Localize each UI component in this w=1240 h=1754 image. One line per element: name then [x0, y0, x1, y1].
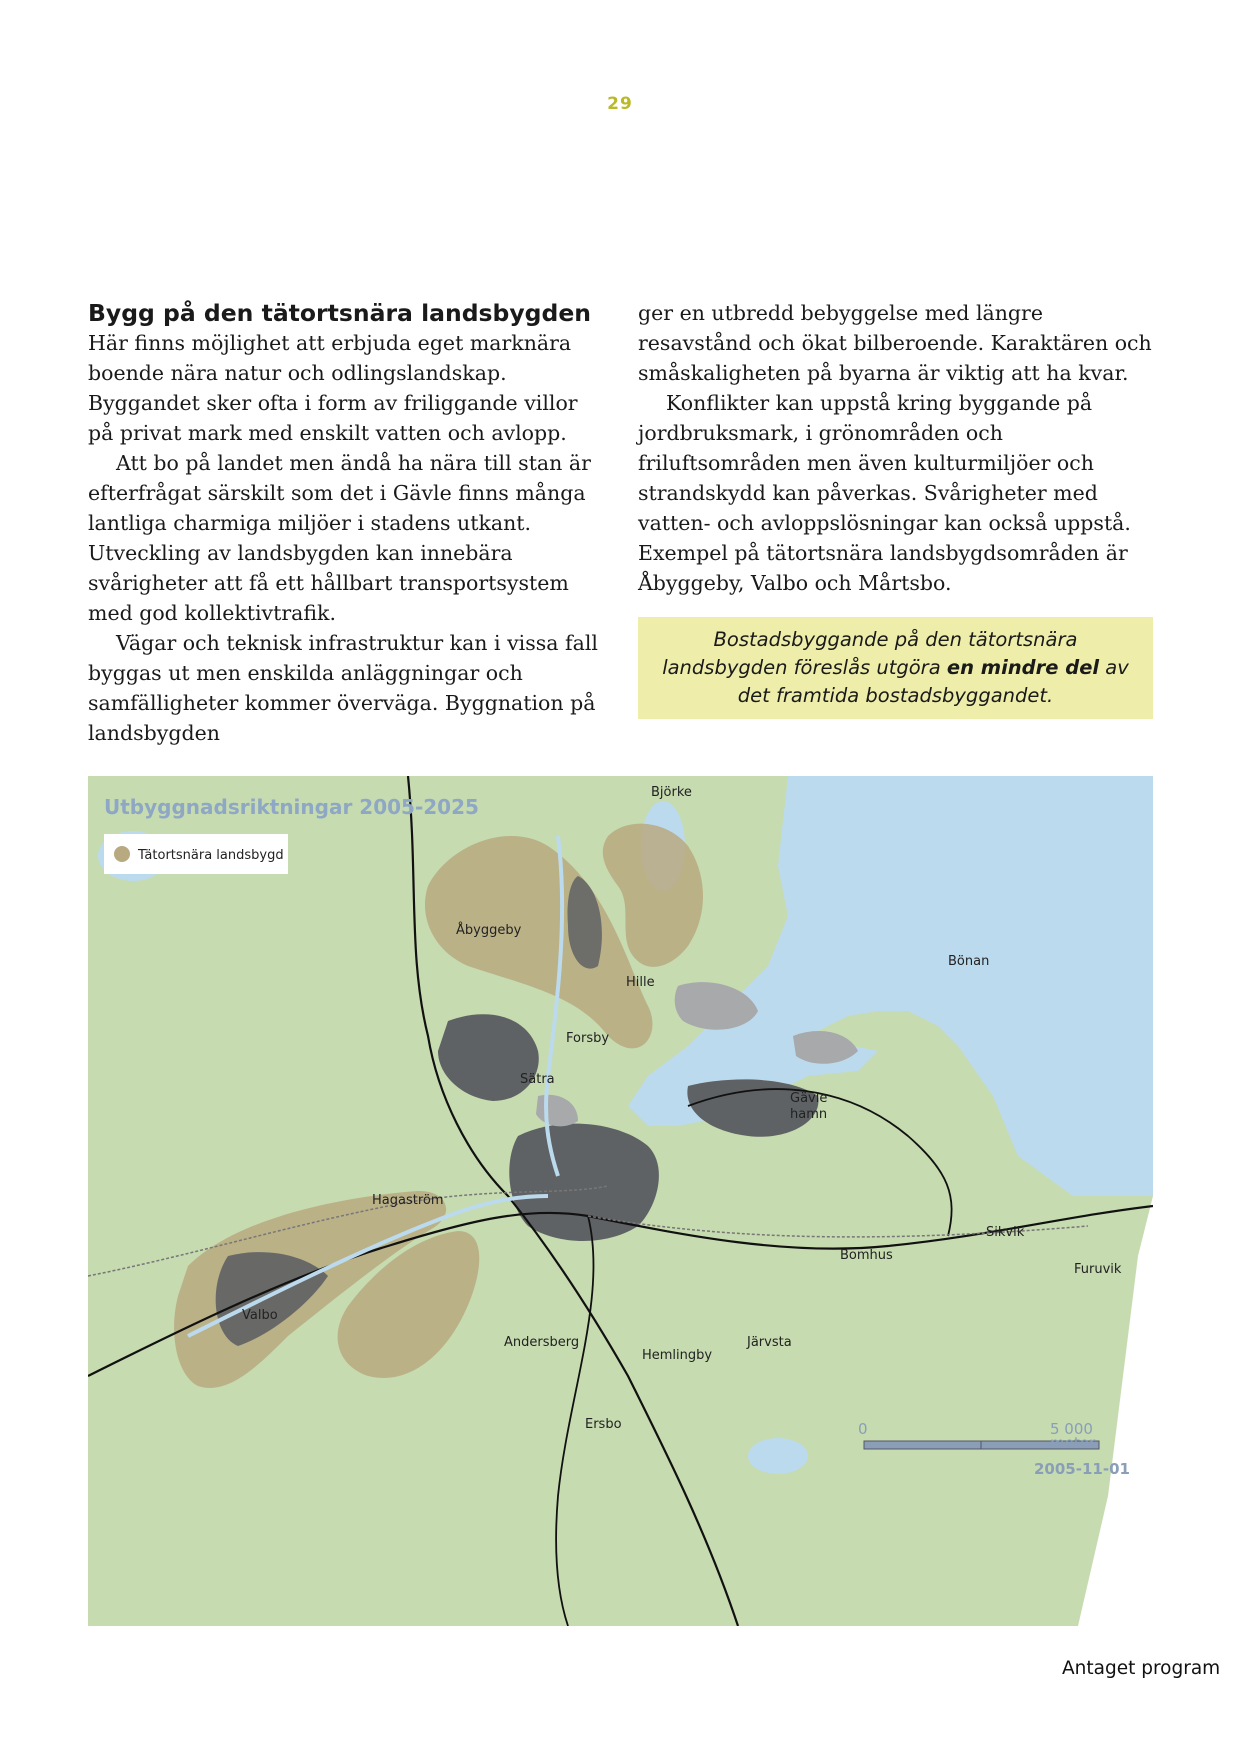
place-ersbo: Ersbo [585, 1417, 622, 1432]
place-bonan: Bönan [948, 954, 990, 969]
paragraph-1: Här finns möjlighet att erbjuda eget marknära boende nära natur och odlingslandskap. Byggandet sker ofta i form av friliggande villor på privat mark med enskilt vatten och avlopp. [88, 331, 578, 445]
built-city-center [509, 1124, 659, 1241]
paragraph-3: Utveckling av landsbygden kan innebära svårigheter att få ett hållbart transportsystem med god kollektivtrafik. [88, 541, 569, 625]
scale-unit: meter [1050, 1434, 1096, 1452]
paragraph-6: Konflikter kan uppstå kring byggande på jordbruksmark, i grönområden och friluftsområden men även kulturmiljöer och strandskydd kan påverkas. Svårigheter med vatten- och avloppslösningar kan också uppstå. Exempel på tätortsnära landsbygdsområden är Åbyggeby, Valbo och Mårtsbo. [638, 391, 1131, 595]
place-jarvsta: Järvsta [747, 1335, 792, 1350]
legend-label: Tätortsnära landsbygd [138, 848, 284, 863]
place-valbo: Valbo [242, 1308, 278, 1323]
paragraph-5: ger en utbredd bebyggelse med längre resavstånd och ökat bilberoende. Karaktären och småskaligheten på byarna är viktig att ha kvar. [638, 301, 1152, 385]
map-lake-south [748, 1438, 808, 1474]
place-hille: Hille [626, 975, 655, 990]
callout-box [638, 617, 1153, 719]
place-forsby: Forsby [566, 1031, 610, 1046]
map [88, 776, 1153, 1626]
section-heading: Bygg på den tätortsnära landsbygden [88, 299, 591, 327]
place-hagastrom: Hagaström [372, 1193, 444, 1208]
place-andersberg: Andersberg [504, 1335, 580, 1350]
callout-text: Bostadsbyggande på den tätortsnära landsbygden föreslås utgöra en mindre del av det framtida bostadsbyggandet. [662, 628, 1129, 707]
left-column [88, 298, 608, 748]
map-title: Utbyggnadsriktningar 2005-2025 [104, 795, 479, 819]
place-satra: Sätra [520, 1072, 555, 1087]
place-gavle-hamn-2: hamn [790, 1107, 828, 1122]
page-number: 29 [607, 94, 633, 114]
paragraph-2: Att bo på landet men ändå ha nära till stan är efterfrågat särskilt som det i Gävle finns många lantliga charmiga miljöer i stadens utkant. [88, 451, 591, 535]
scale-start: 0 [858, 1420, 868, 1438]
right-column [638, 298, 1158, 598]
place-bomhus: Bomhus [840, 1248, 893, 1263]
legend-swatch [114, 846, 130, 862]
place-gavle-hamn-1: Gävle [790, 1091, 828, 1106]
paragraph-4: Vägar och teknisk infrastruktur kan i vissa fall byggas ut men enskilda anläggningar och samfälligheter kommer överväga. Byggnation på landsbygden [88, 631, 598, 745]
place-bjorke: Björke [651, 785, 692, 800]
place-sikvik: Sikvik [986, 1225, 1025, 1240]
scale-end: 5 000 [1050, 1420, 1093, 1438]
place-furuvik: Furuvik [1074, 1262, 1122, 1277]
footer-label: Antaget program [1062, 1658, 1221, 1679]
callout-emphasis: en mindre del [946, 656, 1100, 679]
place-abyggeby: Åbyggeby [456, 923, 522, 938]
map-date: 2005-11-01 [1034, 1460, 1130, 1478]
place-hemlingby: Hemlingby [642, 1348, 713, 1363]
